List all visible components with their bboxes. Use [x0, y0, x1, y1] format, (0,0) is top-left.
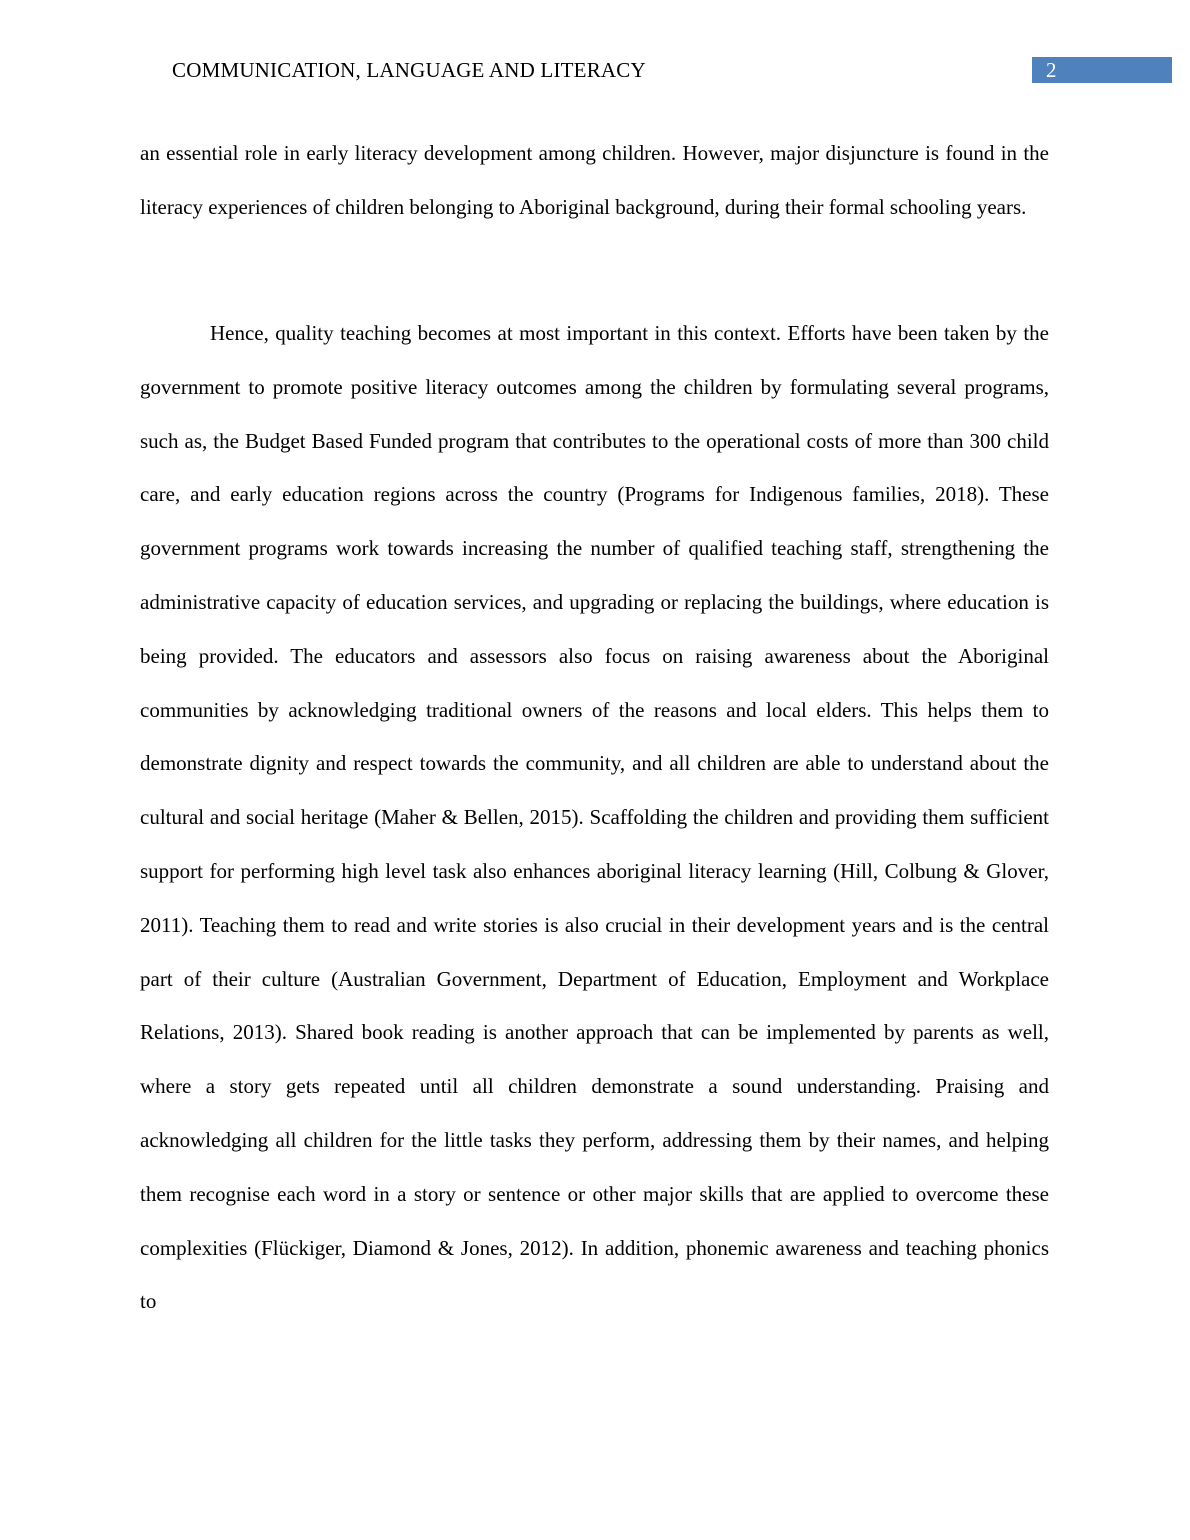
page-number: 2 [1046, 58, 1057, 82]
body-paragraph-2: Hence, quality teaching becomes at most important in this context. Efforts have been taken by the government to promote positive literacy outcomes among the children by formulating several programs, such as, the Budget Based Funded program that contributes to the operational costs of more than 300 child care, and early education regions across the country (Programs for Indigenous families, 2018). These government programs work towards increasing the number of qualified teaching staff, strengthening the administrative capacity of education services, and upgrading or replacing the buildings, where education is being provided. The educators and assessors also focus on raising awareness about the Aboriginal communities by acknowledging traditional owners of the reasons and local elders. This helps them to demonstrate dignity and respect towards the community, and all children are able to understand about the cultural and social heritage (Maher & Bellen, 2015). Scaffolding the children and providing them sufficient support for performing high level task also enhances aboriginal literacy learning (Hill, Colbung & Glover, 2011). Teaching them to read and write stories is also crucial in their development years and is the central part of their culture (Australian Government, Department of Education, Employment and Workplace Relations, 2013). Shared book reading is another approach that can be implemented by parents as well, where a story gets repeated until all children demonstrate a sound understanding. Praising and acknowledging all children for the little tasks they perform, addressing them by their names, and helping them recognise each word in a story or sentence or other major skills that are applied to overcome these complexities (Flückiger, Diamond & Jones, 2012). In addition, phonemic awareness and teaching phonics to [140, 321, 1049, 1314]
page-number-badge [1032, 57, 1172, 83]
body-paragraph-1: an essential role in early literacy development among children. However, major disjuncture is found in the literacy experiences of children belonging to Aboriginal background, during their formal schooling years. [140, 141, 1049, 219]
running-header-title: COMMUNICATION, LANGUAGE AND LITERACY [172, 58, 646, 82]
